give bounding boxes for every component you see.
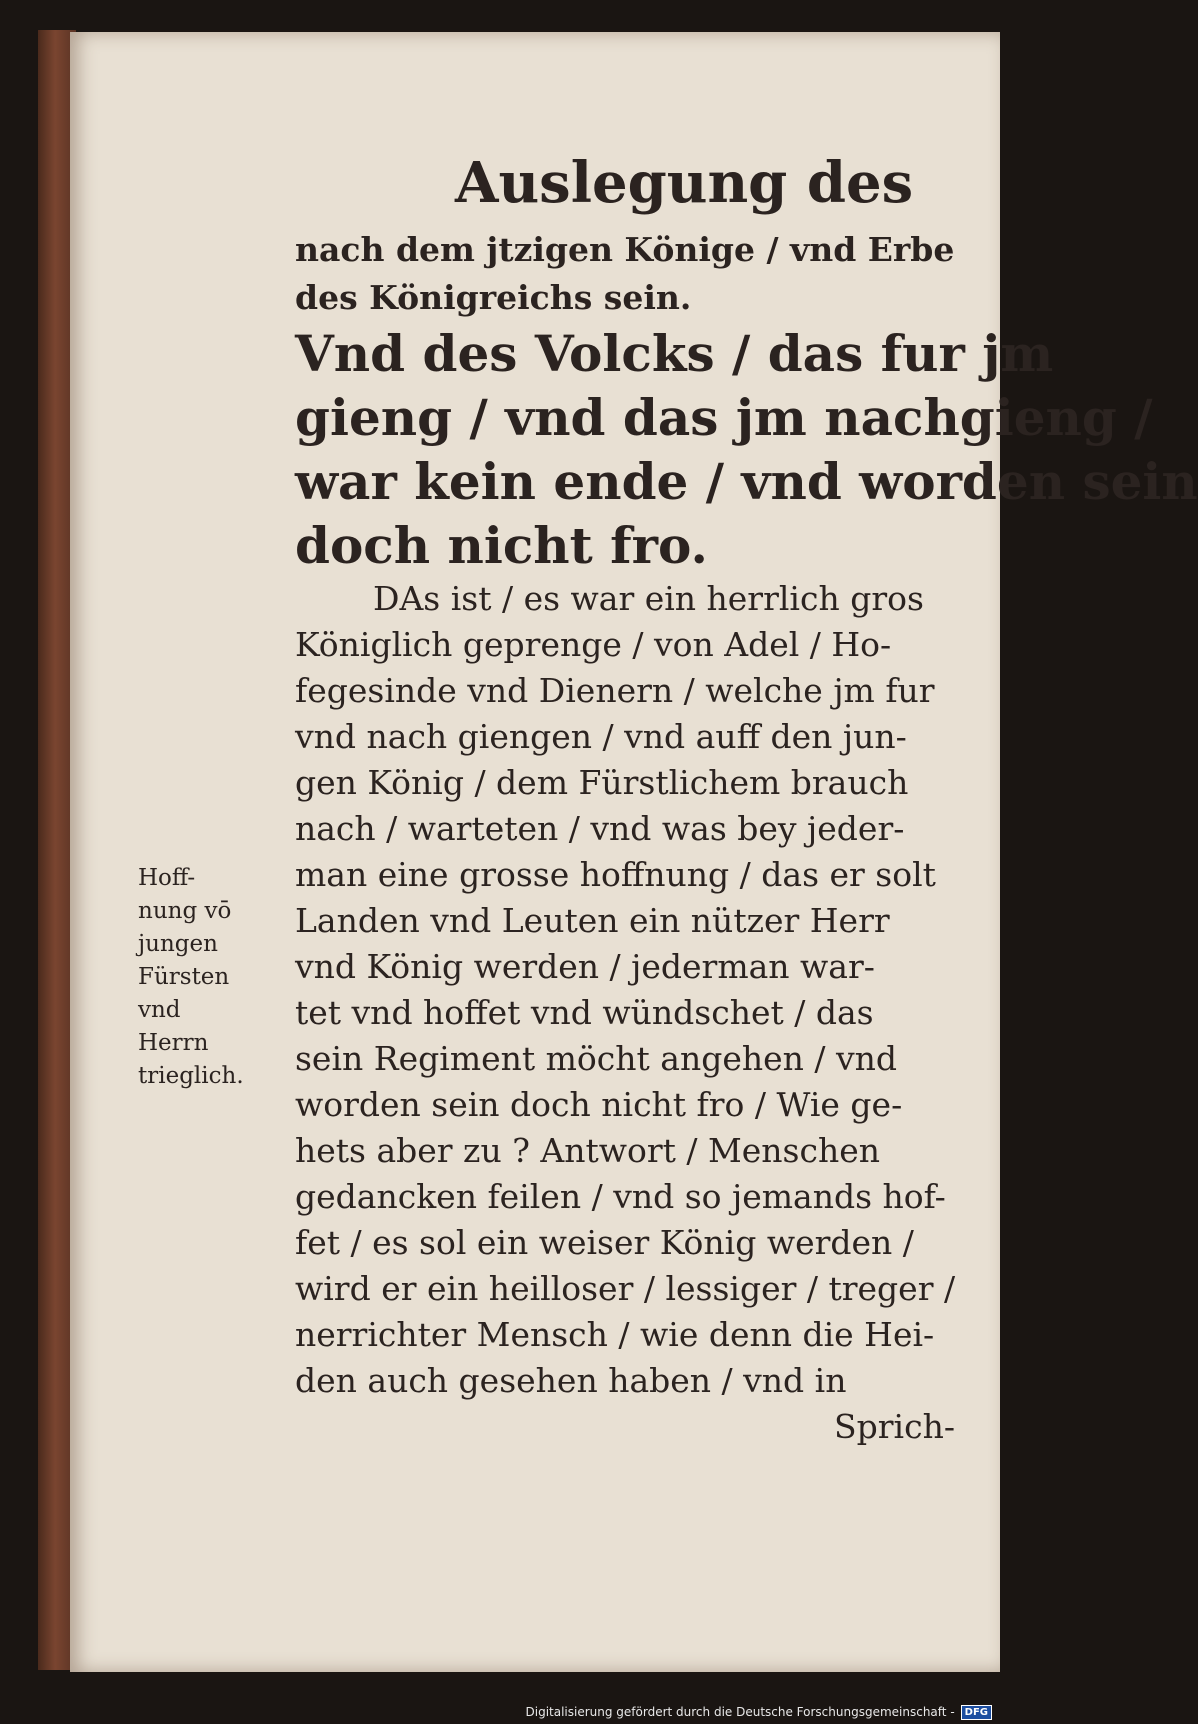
text-line: fegesinde vnd Dienern / welche jm fur bbox=[295, 671, 935, 710]
text-line: man eine grosse hoffnung / das er solt bbox=[295, 855, 936, 894]
text-line: Landen vnd Leuten ein nützer Herr bbox=[295, 901, 890, 940]
scripture-verse bbox=[295, 322, 1198, 578]
commentary-paragraph bbox=[295, 576, 955, 1450]
marginal-line: vnd bbox=[138, 997, 181, 1023]
text-line: wird er ein heilloser / lessiger / treger / bbox=[295, 1269, 956, 1308]
verse-line: Vnd des Volcks / das fur jm bbox=[295, 324, 1054, 383]
running-header: Auslegung des bbox=[455, 150, 914, 216]
marginal-line: jungen bbox=[138, 931, 218, 957]
marginal-line: trieglich. bbox=[138, 1063, 244, 1089]
text-paragraph-1 bbox=[295, 226, 955, 322]
text-line: den auch gesehen haben / vnd in bbox=[295, 1361, 847, 1400]
text-line: nach dem jtzigen Könige / vnd Erbe bbox=[295, 230, 955, 269]
verse-line: gieng / vnd das jm nachgieng / bbox=[295, 388, 1153, 447]
marginal-line: Fürsten bbox=[138, 964, 230, 990]
catchword: Sprich- bbox=[834, 1407, 955, 1446]
text-line: nerrichter Mensch / wie denn die Hei- bbox=[295, 1315, 935, 1354]
text-line: gedancken feilen / vnd so jemands hof- bbox=[295, 1177, 946, 1216]
text-line: tet vnd hoffet vnd wündschet / das bbox=[295, 993, 874, 1032]
text-line: des Königreichs sein. bbox=[295, 278, 692, 317]
text-line: fet / es sol ein weiser König werden / bbox=[295, 1223, 914, 1262]
digitization-credit bbox=[526, 1702, 993, 1722]
verse-line: doch nicht fro. bbox=[295, 516, 708, 575]
text-line: vnd König werden / jederman war- bbox=[295, 947, 875, 986]
dfg-logo: DFG bbox=[961, 1705, 992, 1720]
marginal-line: nung vō bbox=[138, 898, 232, 924]
credit-text: Digitalisierung gefördert durch die Deutsche Forschungsgemeinschaft - bbox=[525, 1705, 955, 1719]
text-line: vnd nach giengen / vnd auff den jun- bbox=[295, 717, 907, 756]
text-line: Königlich geprenge / von Adel / Ho- bbox=[295, 625, 892, 664]
marginal-line: Hoff- bbox=[138, 865, 196, 891]
text-line: DAs ist / es war ein herrlich gros bbox=[373, 579, 924, 618]
verse-line: war kein ende / vnd worden sein bbox=[295, 452, 1198, 511]
text-line: gen König / dem Fürstlichem brauch bbox=[295, 763, 909, 802]
text-line: hets aber zu ? Antwort / Menschen bbox=[295, 1131, 880, 1170]
marginal-note bbox=[138, 862, 268, 1093]
text-line: nach / warteten / vnd was bey jeder- bbox=[295, 809, 905, 848]
text-line: worden sein doch nicht fro / Wie ge- bbox=[295, 1085, 903, 1124]
text-line: sein Regiment möcht angehen / vnd bbox=[295, 1039, 898, 1078]
marginal-line: Herrn bbox=[138, 1030, 209, 1056]
